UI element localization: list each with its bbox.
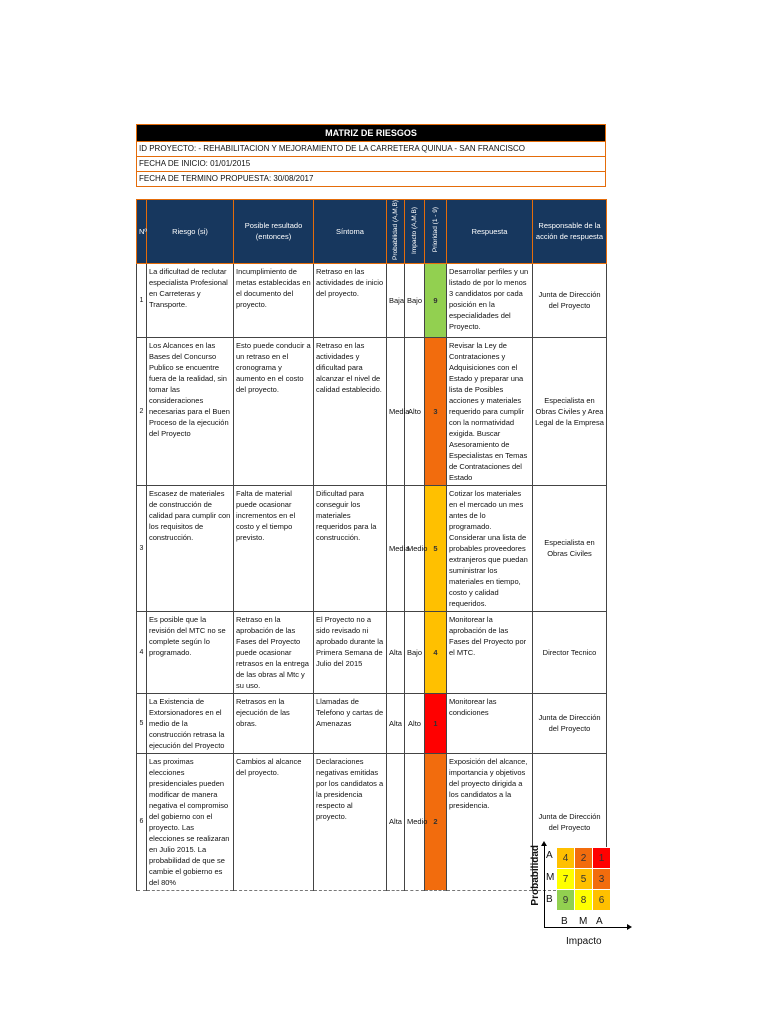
responsible-cell: Especialista en Obras Civiles [533,485,607,611]
impact-cell: Medio [405,753,425,890]
response-cell: Monitorear las condiciones [447,693,533,753]
responsible-cell: Junta de Dirección del Proyecto [533,753,607,890]
col-header-resultado: Posible resultado (entonces) [234,200,314,264]
row-number: 4 [137,611,147,693]
legend-col-label: M [579,916,588,927]
responsible-cell: Junta de Dirección del Proyecto [533,263,607,337]
legend-col-label: B [561,916,568,927]
legend-grid-row [557,869,611,890]
legend-grid-cell: 2 [575,848,593,869]
risk-cell: Las proximas elecciones presidenciales pueden modificar de manera negativa el compromiso del gobierno con el proyecto. Las elecciones se realizaran en Julio 2015. La probabilidad de que se cambie el gobierno es del 80% [147,753,234,890]
legend-grid-cell: 6 [593,890,611,911]
risk-cell: Los Alcances en las Bases del Concurso Publico se encuentre fuera de la realidad, sin tomar las consideraciones necesarias para el Buen Proceso de la ejecución del Proyecto [147,337,234,485]
legend-grid-cell: 5 [575,869,593,890]
legend-row-label: B [546,894,553,905]
col-header-num: Nº [137,200,147,264]
symptom-cell: Llamadas de Telefono y cartas de Amenazas [314,693,387,753]
responsible-cell: Junta de Dirección del Proyecto [533,693,607,753]
col-header-respuesta: Respuesta [447,200,533,264]
table-row [137,693,607,753]
priority-cell: 5 [425,485,447,611]
risk-table [136,199,607,891]
row-number: 1 [137,263,147,337]
probability-cell: Baja [387,263,405,337]
priority-cell: 1 [425,693,447,753]
probability-cell: Alta [387,611,405,693]
responsible-cell: Director Tecnico [533,611,607,693]
end-date: FECHA DE TERMINO PROPUESTA: 30/08/2017 [136,172,606,187]
impact-cell: Bajo [405,611,425,693]
row-number: 6 [137,753,147,890]
col-header-impacto: Impacto (A,M,B) [405,200,425,264]
result-cell: Cambios al alcance del proyecto. [234,753,314,890]
result-cell: Falta de material puede ocasionar incrementos en el costo y el tiempo previsto. [234,485,314,611]
response-cell: Desarrollar perfiles y un listado de por lo menos 3 candidatos por cada posición en la especialidades del Proyecto. [447,263,533,337]
risk-cell: La dificultad de reclutar especialista Profesional en Carreteras y Transporte. [147,263,234,337]
impact-cell: Bajo [405,263,425,337]
priority-legend [530,843,620,958]
risk-cell: La Existencia de Extorsionadores en el medio de la construcción retrasa la ejecución del Proyecto [147,693,234,753]
result-cell: Retrasos en la ejecución de las obras. [234,693,314,753]
priority-grid [556,847,611,911]
probability-cell: Alta [387,753,405,890]
table-row [137,263,607,337]
response-cell: Cotizar los materiales en el mercado un mes antes de lo programado. Considerar una lista de probables proveedores extranjeros que puedan suministrar los materiales en tiempo, costo y calidad requeridos. [447,485,533,611]
legend-row-label: M [546,872,555,883]
responsible-cell: Especialista en Obras Civiles y Area Legal de la Empresa [533,337,607,485]
response-cell: Monitorear la aprobación de las Fases del Proyecto por el MTC. [447,611,533,693]
legend-grid-cell: 3 [593,869,611,890]
table-row [137,611,607,693]
document-title: MATRIZ DE RIESGOS [136,124,606,142]
priority-cell: 4 [425,611,447,693]
symptom-cell: El Proyecto no a sido revisado ni aprobado durante la Primera Semana de Julio del 2015 [314,611,387,693]
col-header-responsable: Responsable de la acción de respuesta [533,200,607,264]
impact-cell: Medio [405,485,425,611]
legend-grid-row [557,890,611,911]
legend-grid-cell: 7 [557,869,575,890]
symptom-cell: Declaraciones negativas emitidas por los candidatos a la presidencia respecto al proyecto. [314,753,387,890]
probability-cell: Alta [387,693,405,753]
legend-grid-row [557,848,611,869]
start-date: FECHA DE INICIO: 01/01/2015 [136,157,606,172]
risk-cell: Es posible que la revisión del MTC no se complete según lo programado. [147,611,234,693]
row-number: 3 [137,485,147,611]
project-id: ID PROYECTO: - REHABILITACION Y MEJORAMIENTO DE LA CARRETERA QUINUA - SAN FRANCISCO [136,142,606,157]
probability-axis-label: Probabilidad [530,845,541,906]
result-cell: Retraso en la aprobación de las Fases del Proyecto puede ocasionar retrasos en la entrega de las obras al Mtc y su uso. [234,611,314,693]
probability-cell: Media [387,337,405,485]
legend-col-label: A [596,916,603,927]
result-cell: Incumplimiento de metas establecidas en el documento del proyecto. [234,263,314,337]
row-number: 2 [137,337,147,485]
probability-axis [544,843,545,927]
legend-grid-cell: 8 [575,890,593,911]
impact-axis [544,927,630,928]
symptom-cell: Dificultad para conseguir los materiales requeridos para la construcción. [314,485,387,611]
impact-cell: Alto [405,337,425,485]
priority-cell: 3 [425,337,447,485]
response-cell: Exposición del alcance, importancia y objetivos del proyecto dirigida a los candidatos a la presidencia. [447,753,533,890]
legend-grid-cell: 9 [557,890,575,911]
risk-matrix-header [136,124,606,187]
col-header-sintoma: Síntoma [314,200,387,264]
symptom-cell: Retraso en las actividades de inicio del proyecto. [314,263,387,337]
table-row [137,485,607,611]
priority-cell: 2 [425,753,447,890]
row-number: 5 [137,693,147,753]
risk-cell: Escasez de materiales de construcción de calidad para cumplir con los requisitos de construcción. [147,485,234,611]
legend-grid-cell: 4 [557,848,575,869]
priority-cell: 9 [425,263,447,337]
col-header-riesgo: Riesgo (si) [147,200,234,264]
impact-axis-label: Impacto [566,936,602,947]
response-cell: Revisar la Ley de Contrataciones y Adquisiciones con el Estado y preparar una lista de Posibles acciones y materiales requerido para cumplir con la normatividad exigida. Buscar Asesoramiento de Especialistas en Temas de Contrataciones del Estado [447,337,533,485]
table-row [137,337,607,485]
impact-cell: Alto [405,693,425,753]
legend-grid-cell: 1 [593,848,611,869]
col-header-prioridad: Prioridad (1 - 9) [425,200,447,264]
col-header-probabilidad: Probabilidad (A,M,B) [387,200,405,264]
result-cell: Esto puede conducir a un retraso en el cronograma y aumento en el costo del proyecto. [234,337,314,485]
legend-row-label: A [546,850,553,861]
symptom-cell: Retraso en las actividades y dificultad para alcanzar el nivel de calidad establecido. [314,337,387,485]
probability-cell: Media [387,485,405,611]
